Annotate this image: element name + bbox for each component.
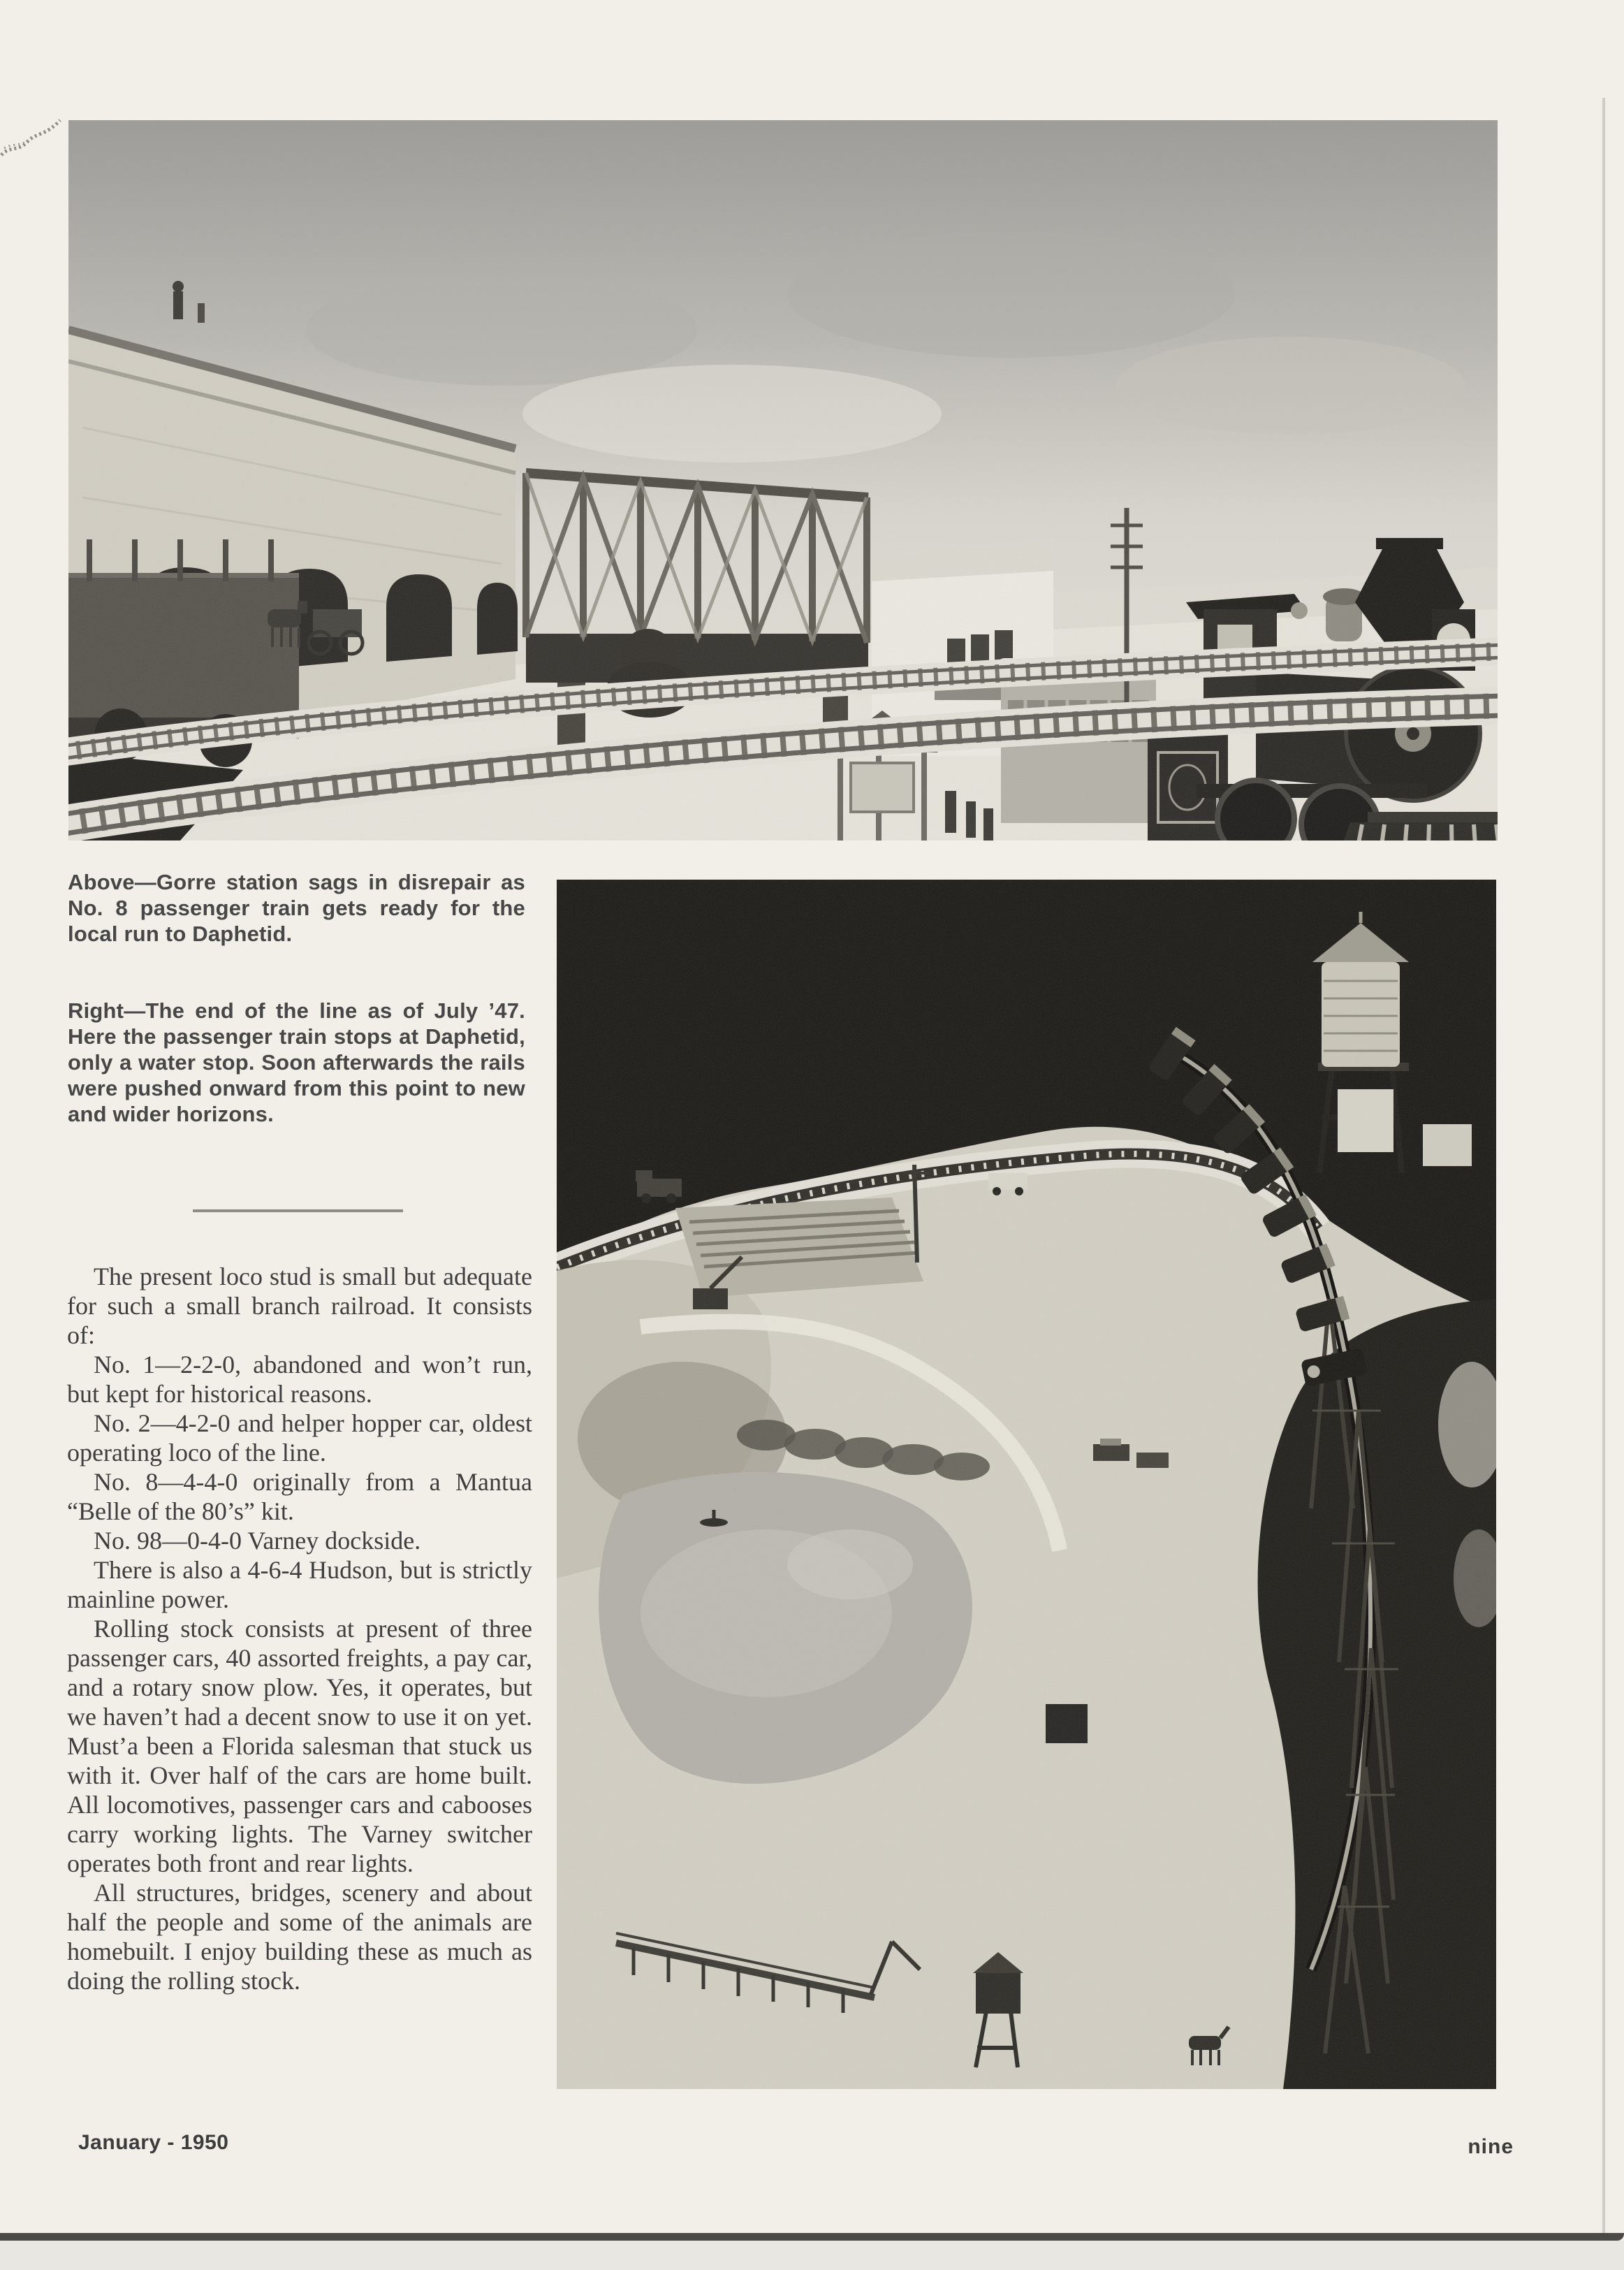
daphetid-trestle-illustration [557,880,1496,2089]
caption-right: Right—The end of the line as of July ’47. Here the passenger train stops at Daphetid, only a water stop. Soon afterwards the rails were pushed onward from this point to new and wider horizons. [68,998,525,1126]
article-body [67,1262,532,1995]
section-divider [193,1209,403,1212]
article-paragraph: The present loco stud is small but adequate for such a small branch railroad. It consists of: [67,1263,532,1349]
photo-daphetid-trestle [557,880,1496,2089]
article-paragraph: Rolling stock consists at present of three passenger cars, 40 assorted freights, a pay car, and a rotary snow plow. Yes, it operates, but we haven’t had a decent snow to use it on yet. Must’a been a Florida salesman that stuck us with it. Over half of the cars are home built. All locomotives, passenger cars and cabooses carry working lights. The Varney switcher operates both front and rear lights. [67,1615,532,1877]
article-paragraph: There is also a 4-6-4 Hudson, but is strictly mainline power. [67,1556,532,1613]
caption-above: Above—Gorre station sags in disrepair as No. 8 passenger train gets ready for the local run to Daphetid. [68,870,525,946]
article-paragraph: No. 2—4-2-0 and helper hopper car, oldest operating loco of the line. [67,1409,532,1467]
article-paragraph: No. 8—4-4-0 originally from a Mantua “Belle of the 80’s” kit. [67,1468,532,1525]
scanner-background [0,2241,1624,2270]
article-paragraph: No. 1—2-2-0, abandoned and won’t run, but kept for historical reasons. [67,1351,532,1408]
footer-issue-date: January - 1950 [78,2131,229,2154]
photo-gorre-station [68,120,1498,841]
gorre-station-illustration [68,120,1498,841]
footer-page-number: nine [1468,2135,1514,2158]
article-paragraph: No. 98—0-4-0 Varney dockside. [94,1527,421,1555]
pencil-scribble [0,112,66,161]
article-paragraph: All structures, bridges, scenery and about half the people and some of the animals are homebuilt. I enjoy building these as much as doing the rolling stock. [67,1879,532,1995]
page-bottom-edge [0,2233,1624,2241]
page-right-edge [1602,98,1605,2234]
